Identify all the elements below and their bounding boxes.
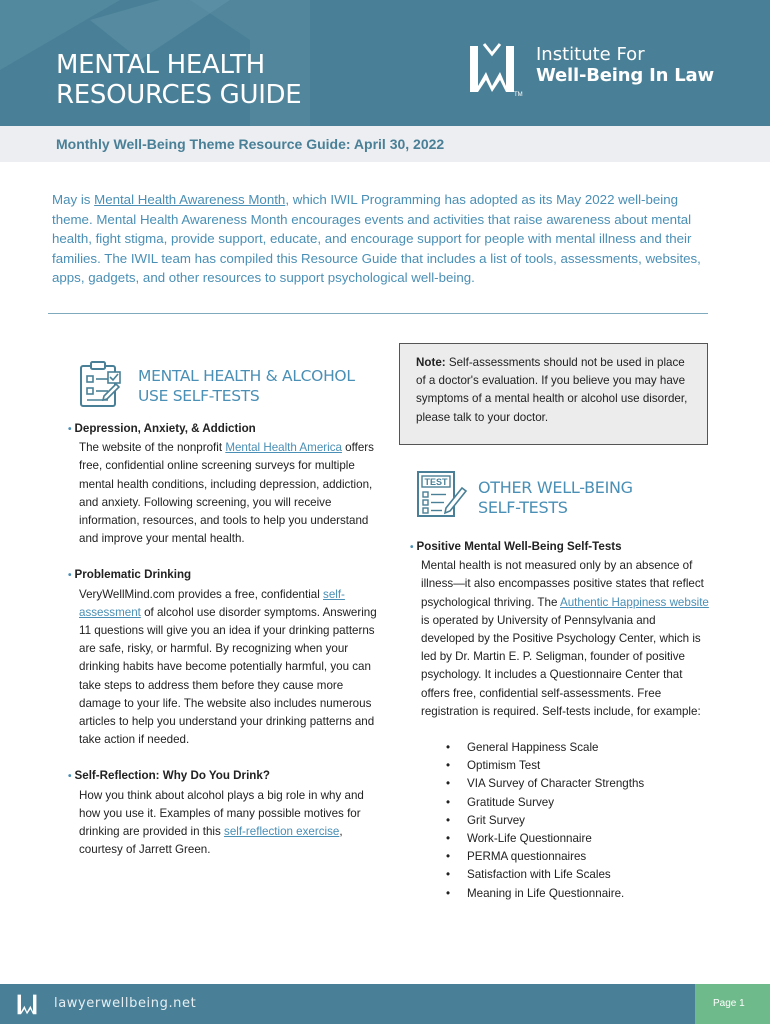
page-number: Page 1: [713, 998, 745, 1009]
clipboard-checklist-icon: [78, 360, 122, 408]
resource-item-drinking: [68, 566, 378, 749]
intro-paragraph: [52, 190, 722, 288]
self-reflection-exercise-link[interactable]: self-reflection exercise: [224, 825, 340, 839]
note-label: Note:: [416, 356, 446, 369]
list-item: • Work-Life Questionnaire: [446, 830, 710, 848]
page-number-box: [695, 984, 770, 1024]
section-title-line1: OTHER WELL-BEING: [478, 478, 633, 497]
disclaimer-note-box: [399, 343, 708, 445]
self-assessment-link[interactable]: self-assessment: [79, 587, 345, 619]
iwil-logo: [466, 40, 726, 100]
resource-item-self-reflection: [68, 767, 378, 859]
logo-trademark: TM: [514, 92, 523, 98]
section-title-line2: USE SELF-TESTS: [138, 387, 260, 405]
page-title-line1: MENTAL HEALTH: [56, 50, 265, 80]
resource-heading: • Self-Reflection: Why Do You Drink?: [68, 769, 270, 783]
bullet-icon: •: [68, 570, 72, 582]
subtitle-band: [0, 126, 770, 162]
left-column: [68, 360, 378, 877]
resource-item-positive-wellbeing: [410, 538, 710, 721]
list-item: • General Happiness Scale: [446, 739, 710, 757]
list-item: • Gratitude Survey: [446, 794, 710, 812]
page-title-line2: RESOURCES GUIDE: [56, 80, 302, 110]
list-item: • Optimism Test: [446, 757, 710, 775]
alcohol-self-tests-heading: [68, 360, 378, 420]
note-text: Self-assessments should not be used in place of a doctor's evaluation. If you believe you may have symptoms of a mental health or alcohol use disorder, please talk to your doctor.: [416, 356, 688, 424]
self-test-list: [410, 739, 710, 903]
wellbeing-self-tests-heading: [410, 470, 710, 530]
section-title-line2: SELF-TESTS: [478, 498, 568, 517]
footer-website[interactable]: lawyerwellbeing.net: [54, 996, 197, 1011]
alcohol-self-tests-title: [138, 366, 355, 406]
logo-text-line2: Well-Being In Law: [536, 65, 714, 86]
wellbeing-self-tests-title: [478, 478, 633, 518]
list-item: • Grit Survey: [446, 812, 710, 830]
resource-item-depression: [68, 420, 378, 548]
page-title: [56, 50, 316, 110]
list-item: • Satisfaction with Life Scales: [446, 866, 710, 884]
bullet-icon: •: [68, 424, 72, 435]
iwil-logo-icon: [466, 40, 518, 96]
header-banner: [0, 0, 770, 126]
resource-heading: • Depression, Anxiety, & Addiction: [68, 422, 256, 435]
list-item: • PERMA questionnaires: [446, 848, 710, 866]
resource-heading: • Positive Mental Well-Being Self-Tests: [410, 540, 622, 553]
guide-subtitle: Monthly Well-Being Theme Resource Guide: April 30, 2022: [56, 136, 445, 152]
logo-text-line1: Institute For: [536, 44, 645, 65]
list-item: • Meaning in Life Questionnaire.: [446, 885, 710, 903]
page-footer: [0, 984, 770, 1024]
authentic-happiness-link[interactable]: Authentic Happiness website: [560, 595, 709, 609]
intro-text-end: , which IWIL Programming has adopted as its May 2022 well-being theme. Mental Health Awareness Month encourages events and activities that raise awareness about mental health, fight stigma, provide support, educate, and encourage support for people with mental illness and their families. The IWIL team has compiled this Resource Guide that includes a list of tools, assessments, websites, apps, gadgets, and other resources to support psychological well-being.: [52, 192, 701, 285]
section-divider: [48, 313, 708, 314]
bullet-icon: •: [410, 542, 414, 553]
footer-logo-icon: [14, 992, 40, 1016]
resource-description: Mental health is not measured only by an absence of illness—it also encompasses positive states that reflect psychological thriving. The Authentic Happiness website is operated by University of Pennsylvania and developed by the Positive Psychology Center, which is led by Dr. Martin E. P. Seligman, founder of positive psychology. It includes a Questionnaire Center that offers free, confidential self-assessments. Free registration is required. Self-tests include, for example:: [421, 559, 709, 718]
intro-text-start: May is: [52, 192, 95, 207]
test-checklist-icon: [416, 470, 468, 518]
right-column: [410, 470, 710, 903]
resource-heading: • Problematic Drinking: [68, 568, 192, 582]
resource-description: The website of the nonprofit Mental Health America offers free, confidential online screening surveys for multiple mental health conditions, including depression, addiction, and anxiety. Following screening, you will receive information, resources, and tools to help you understand and improve your mental health.: [79, 441, 374, 546]
mental-health-awareness-month-link[interactable]: Mental Health Awareness Month: [94, 192, 286, 207]
resource-description: How you think about alcohol plays a big role in why and how you use it. Examples of many possible motives for drinking are provided in this self-reflection exercise, courtesy of Jarrett Green.: [79, 788, 364, 857]
resource-description: VeryWellMind.com provides a free, confidential self-assessment of alcohol use disorder symptoms. Answering 11 questions will give you an idea if your drinking patterns are safe, risky, or harmful. By recognizing when your drinking habits have become potentially harmful, you can take steps to address them before they cause more damage to your life. The website also includes numerous articles to help you understand your drinking patterns and take action if needed.: [79, 587, 377, 747]
list-item: • VIA Survey of Character Strengths: [446, 775, 710, 793]
mental-health-america-link[interactable]: Mental Health America: [225, 441, 342, 455]
section-title-line1: MENTAL HEALTH & ALCOHOL: [138, 367, 355, 385]
bullet-icon: •: [68, 771, 72, 783]
test-icon-label: TEST: [424, 477, 448, 487]
